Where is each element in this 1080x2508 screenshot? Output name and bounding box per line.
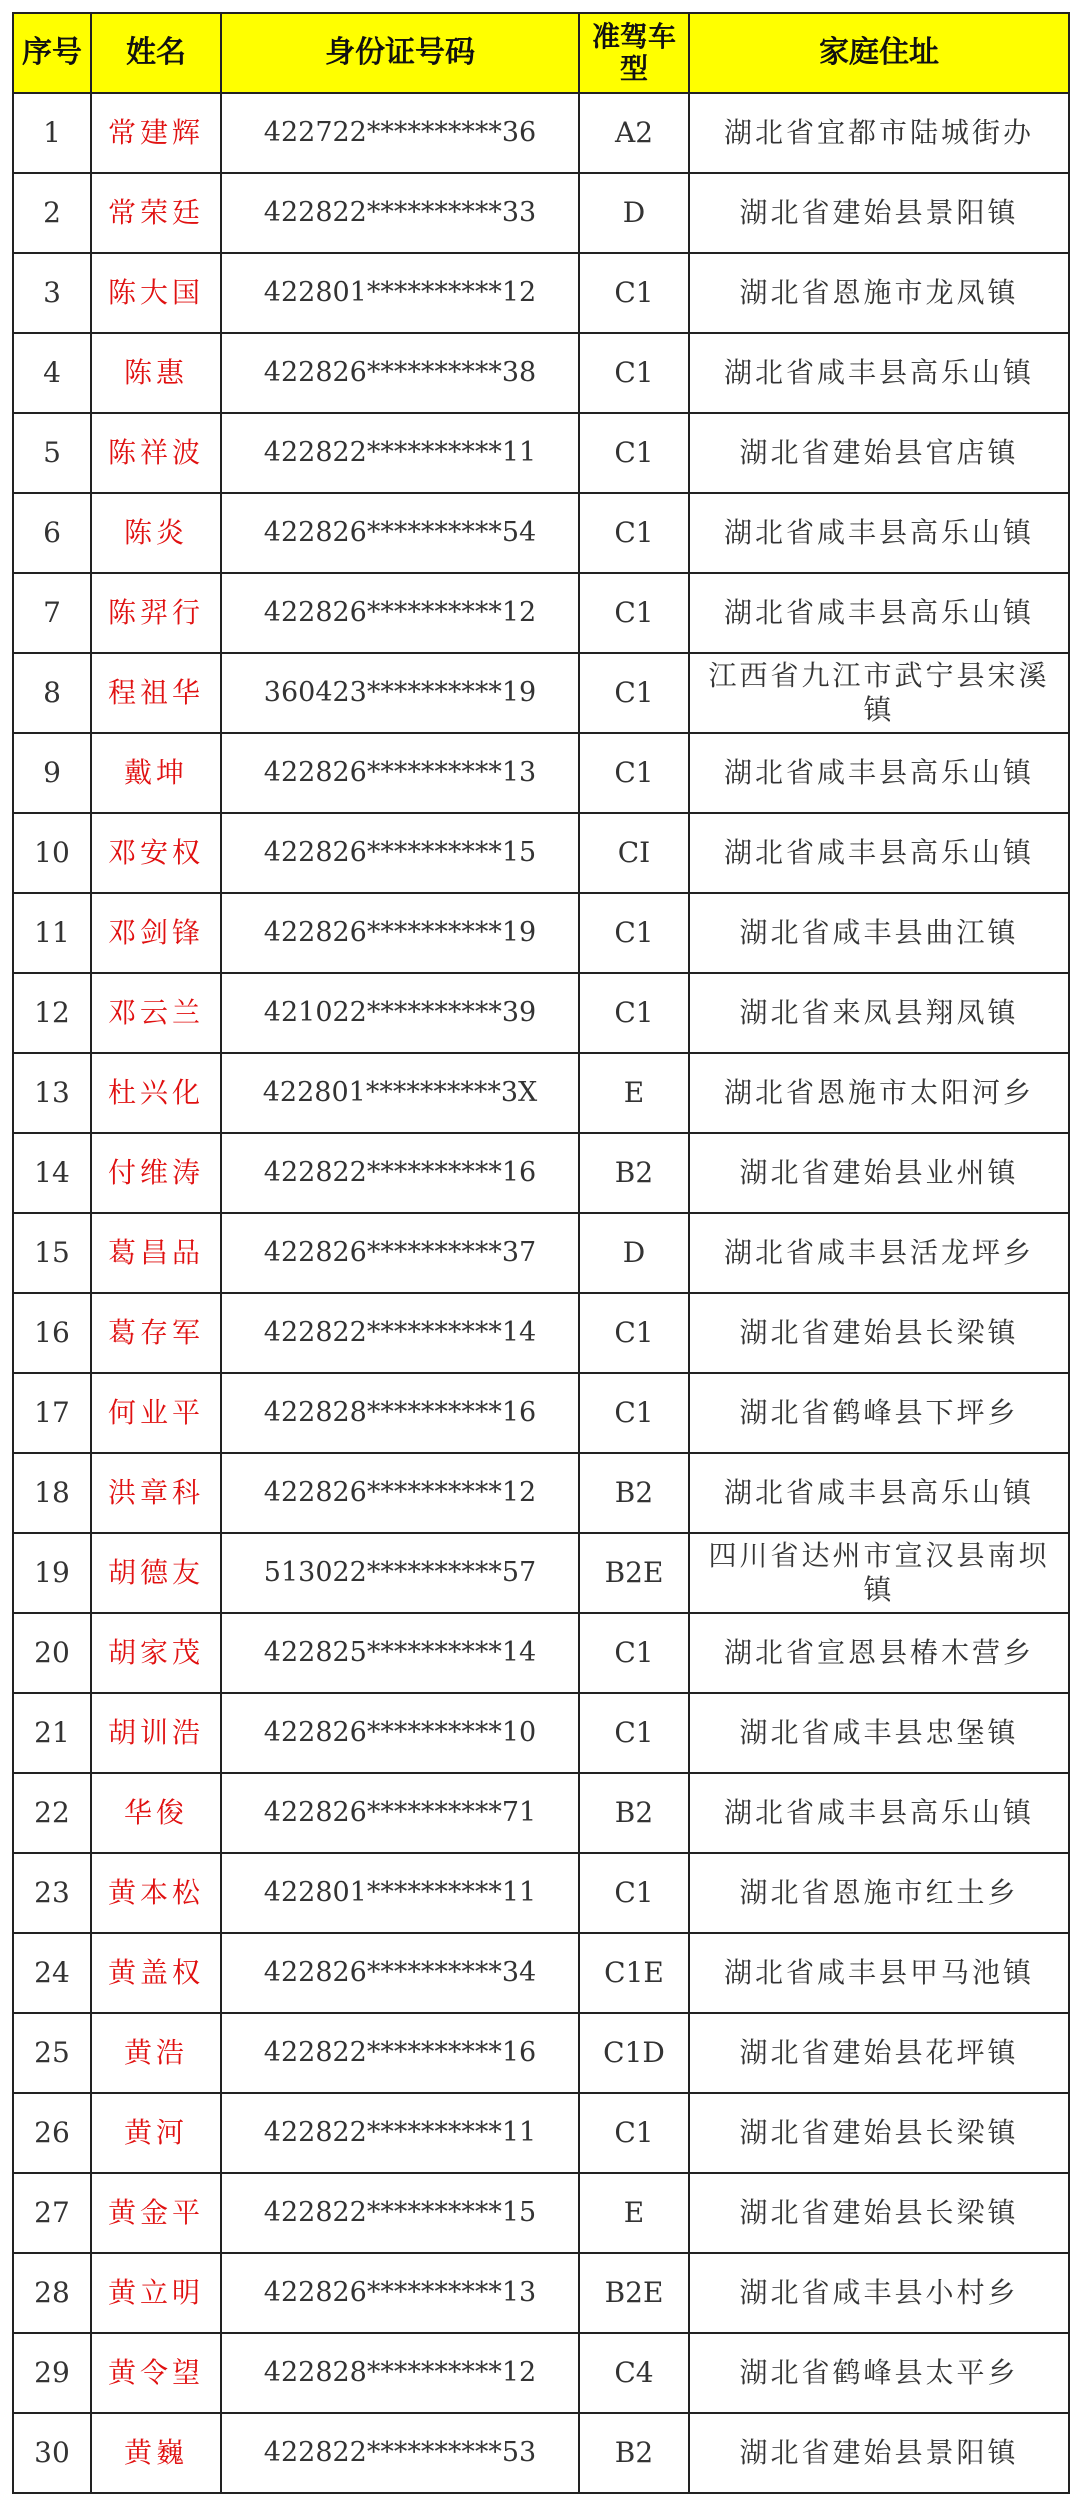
id-number-cell: 422822**********33 bbox=[221, 173, 579, 253]
id-number-cell: 422822**********11 bbox=[221, 413, 579, 493]
table-row bbox=[13, 333, 1069, 413]
license-type-cell: C1 bbox=[579, 653, 689, 733]
name-cell: 黄巍 bbox=[91, 2413, 221, 2493]
id-number-cell: 422826**********37 bbox=[221, 1213, 579, 1293]
home-address-cell: 湖北省恩施市龙凤镇 bbox=[689, 253, 1069, 333]
table-row bbox=[13, 2413, 1069, 2493]
home-address-cell: 湖北省咸丰县高乐山镇 bbox=[689, 1773, 1069, 1853]
table-row bbox=[13, 2013, 1069, 2093]
home-address-cell: 四川省达州市宣汉县南坝镇 bbox=[689, 1533, 1069, 1613]
id-number-cell: 422825**********14 bbox=[221, 1613, 579, 1693]
table-row bbox=[13, 653, 1069, 733]
name-cell: 陈羿行 bbox=[91, 573, 221, 653]
license-type-cell: C1 bbox=[579, 1693, 689, 1773]
name-cell: 葛存军 bbox=[91, 1293, 221, 1373]
table-row bbox=[13, 1053, 1069, 1133]
id-number-cell: 422822**********14 bbox=[221, 1293, 579, 1373]
serial-number-cell: 12 bbox=[13, 973, 91, 1053]
header-serial-number: 序号 bbox=[13, 13, 91, 93]
id-number-cell: 422828**********12 bbox=[221, 2333, 579, 2413]
serial-number-cell: 6 bbox=[13, 493, 91, 573]
id-number-cell: 421022**********39 bbox=[221, 973, 579, 1053]
table-row bbox=[13, 2253, 1069, 2333]
serial-number-cell: 10 bbox=[13, 813, 91, 893]
home-address-cell: 湖北省建始县长梁镇 bbox=[689, 2093, 1069, 2173]
table-row bbox=[13, 1293, 1069, 1373]
serial-number-cell: 30 bbox=[13, 2413, 91, 2493]
serial-number-cell: 20 bbox=[13, 1613, 91, 1693]
serial-number-cell: 29 bbox=[13, 2333, 91, 2413]
id-number-cell: 422801**********11 bbox=[221, 1853, 579, 1933]
id-number-cell: 422826**********10 bbox=[221, 1693, 579, 1773]
home-address-cell: 湖北省建始县长梁镇 bbox=[689, 2173, 1069, 2253]
serial-number-cell: 22 bbox=[13, 1773, 91, 1853]
id-number-cell: 422826**********54 bbox=[221, 493, 579, 573]
id-number-cell: 422826**********13 bbox=[221, 733, 579, 813]
name-cell: 邓云兰 bbox=[91, 973, 221, 1053]
table-row bbox=[13, 2173, 1069, 2253]
header-home-address: 家庭住址 bbox=[689, 13, 1069, 93]
table-row bbox=[13, 2093, 1069, 2173]
home-address-cell: 湖北省鹤峰县太平乡 bbox=[689, 2333, 1069, 2413]
name-cell: 胡训浩 bbox=[91, 1693, 221, 1773]
id-number-cell: 422822**********53 bbox=[221, 2413, 579, 2493]
serial-number-cell: 3 bbox=[13, 253, 91, 333]
table-row bbox=[13, 1373, 1069, 1453]
roster-sheet bbox=[12, 12, 1068, 2494]
name-cell: 黄令望 bbox=[91, 2333, 221, 2413]
license-type-cell: B2 bbox=[579, 1453, 689, 1533]
home-address-cell: 湖北省咸丰县小村乡 bbox=[689, 2253, 1069, 2333]
table-row bbox=[13, 1853, 1069, 1933]
license-type-cell: C1 bbox=[579, 333, 689, 413]
id-number-cell: 422826**********13 bbox=[221, 2253, 579, 2333]
license-type-cell: C4 bbox=[579, 2333, 689, 2413]
name-cell: 戴坤 bbox=[91, 733, 221, 813]
id-number-cell: 422801**********12 bbox=[221, 253, 579, 333]
name-cell: 陈惠 bbox=[91, 333, 221, 413]
header-id-number: 身份证号码 bbox=[221, 13, 579, 93]
license-type-cell: D bbox=[579, 173, 689, 253]
id-number-cell: 422822**********15 bbox=[221, 2173, 579, 2253]
table-row bbox=[13, 1613, 1069, 1693]
id-number-cell: 422822**********11 bbox=[221, 2093, 579, 2173]
license-type-cell: C1D bbox=[579, 2013, 689, 2093]
license-type-cell: B2E bbox=[579, 1533, 689, 1613]
home-address-cell: 湖北省鹤峰县下坪乡 bbox=[689, 1373, 1069, 1453]
license-type-cell: E bbox=[579, 2173, 689, 2253]
serial-number-cell: 9 bbox=[13, 733, 91, 813]
license-type-cell: C1 bbox=[579, 1293, 689, 1373]
name-cell: 胡德友 bbox=[91, 1533, 221, 1613]
table-row bbox=[13, 413, 1069, 493]
id-number-cell: 422822**********16 bbox=[221, 2013, 579, 2093]
id-number-cell: 422826**********12 bbox=[221, 573, 579, 653]
header-row bbox=[13, 13, 1069, 93]
id-number-cell: 422826**********19 bbox=[221, 893, 579, 973]
license-type-cell: B2 bbox=[579, 1133, 689, 1213]
id-number-cell: 422826**********38 bbox=[221, 333, 579, 413]
name-cell: 陈祥波 bbox=[91, 413, 221, 493]
serial-number-cell: 2 bbox=[13, 173, 91, 253]
table-row bbox=[13, 1933, 1069, 2013]
home-address-cell: 湖北省来凤县翔凤镇 bbox=[689, 973, 1069, 1053]
home-address-cell: 湖北省宜都市陆城街办 bbox=[689, 93, 1069, 173]
serial-number-cell: 5 bbox=[13, 413, 91, 493]
id-number-cell: 513022**********57 bbox=[221, 1533, 579, 1613]
serial-number-cell: 15 bbox=[13, 1213, 91, 1293]
name-cell: 杜兴化 bbox=[91, 1053, 221, 1133]
home-address-cell: 湖北省建始县景阳镇 bbox=[689, 2413, 1069, 2493]
license-type-cell: D bbox=[579, 1213, 689, 1293]
table-row bbox=[13, 493, 1069, 573]
license-type-cell: C1 bbox=[579, 1613, 689, 1693]
serial-number-cell: 25 bbox=[13, 2013, 91, 2093]
id-number-cell: 360423**********19 bbox=[221, 653, 579, 733]
name-cell: 邓剑锋 bbox=[91, 893, 221, 973]
name-cell: 常荣廷 bbox=[91, 173, 221, 253]
table-row bbox=[13, 253, 1069, 333]
serial-number-cell: 11 bbox=[13, 893, 91, 973]
serial-number-cell: 26 bbox=[13, 2093, 91, 2173]
table-row bbox=[13, 1773, 1069, 1853]
table-row bbox=[13, 173, 1069, 253]
table-row bbox=[13, 1133, 1069, 1213]
home-address-cell: 湖北省咸丰县曲江镇 bbox=[689, 893, 1069, 973]
home-address-cell: 湖北省建始县花坪镇 bbox=[689, 2013, 1069, 2093]
table-row bbox=[13, 733, 1069, 813]
name-cell: 黄立明 bbox=[91, 2253, 221, 2333]
id-number-cell: 422826**********12 bbox=[221, 1453, 579, 1533]
table-row bbox=[13, 2333, 1069, 2413]
table-header bbox=[13, 13, 1069, 93]
id-number-cell: 422822**********16 bbox=[221, 1133, 579, 1213]
serial-number-cell: 24 bbox=[13, 1933, 91, 2013]
serial-number-cell: 21 bbox=[13, 1693, 91, 1773]
name-cell: 华俊 bbox=[91, 1773, 221, 1853]
name-cell: 程祖华 bbox=[91, 653, 221, 733]
home-address-cell: 湖北省建始县长梁镇 bbox=[689, 1293, 1069, 1373]
table-row bbox=[13, 893, 1069, 973]
name-cell: 何业平 bbox=[91, 1373, 221, 1453]
header-license-type: 准驾车型 bbox=[579, 13, 689, 93]
name-cell: 付维涛 bbox=[91, 1133, 221, 1213]
table-row bbox=[13, 1213, 1069, 1293]
serial-number-cell: 1 bbox=[13, 93, 91, 173]
table-row bbox=[13, 813, 1069, 893]
home-address-cell: 湖北省恩施市太阳河乡 bbox=[689, 1053, 1069, 1133]
license-type-cell: B2E bbox=[579, 2253, 689, 2333]
table-row bbox=[13, 93, 1069, 173]
id-number-cell: 422828**********16 bbox=[221, 1373, 579, 1453]
driver-roster-table bbox=[12, 12, 1070, 2494]
home-address-cell: 湖北省咸丰县活龙坪乡 bbox=[689, 1213, 1069, 1293]
home-address-cell: 湖北省咸丰县高乐山镇 bbox=[689, 733, 1069, 813]
home-address-cell: 湖北省咸丰县高乐山镇 bbox=[689, 573, 1069, 653]
name-cell: 胡家茂 bbox=[91, 1613, 221, 1693]
name-cell: 黄河 bbox=[91, 2093, 221, 2173]
name-cell: 黄盖权 bbox=[91, 1933, 221, 2013]
home-address-cell: 湖北省建始县景阳镇 bbox=[689, 173, 1069, 253]
id-number-cell: 422826**********71 bbox=[221, 1773, 579, 1853]
serial-number-cell: 16 bbox=[13, 1293, 91, 1373]
header-name: 姓名 bbox=[91, 13, 221, 93]
home-address-cell: 湖北省建始县业州镇 bbox=[689, 1133, 1069, 1213]
table-body bbox=[13, 93, 1069, 2493]
license-type-cell: C1 bbox=[579, 1853, 689, 1933]
home-address-cell: 湖北省咸丰县忠堡镇 bbox=[689, 1693, 1069, 1773]
serial-number-cell: 18 bbox=[13, 1453, 91, 1533]
serial-number-cell: 7 bbox=[13, 573, 91, 653]
name-cell: 黄浩 bbox=[91, 2013, 221, 2093]
license-type-cell: C1 bbox=[579, 253, 689, 333]
license-type-cell: C1 bbox=[579, 733, 689, 813]
home-address-cell: 江西省九江市武宁县宋溪镇 bbox=[689, 653, 1069, 733]
name-cell: 常建辉 bbox=[91, 93, 221, 173]
home-address-cell: 湖北省宣恩县椿木营乡 bbox=[689, 1613, 1069, 1693]
name-cell: 葛昌品 bbox=[91, 1213, 221, 1293]
home-address-cell: 湖北省恩施市红土乡 bbox=[689, 1853, 1069, 1933]
home-address-cell: 湖北省咸丰县高乐山镇 bbox=[689, 1453, 1069, 1533]
name-cell: 邓安权 bbox=[91, 813, 221, 893]
license-type-cell: C1 bbox=[579, 493, 689, 573]
serial-number-cell: 4 bbox=[13, 333, 91, 413]
serial-number-cell: 23 bbox=[13, 1853, 91, 1933]
license-type-cell: E bbox=[579, 1053, 689, 1133]
home-address-cell: 湖北省咸丰县高乐山镇 bbox=[689, 493, 1069, 573]
serial-number-cell: 13 bbox=[13, 1053, 91, 1133]
license-type-cell: B2 bbox=[579, 2413, 689, 2493]
license-type-cell: C1 bbox=[579, 573, 689, 653]
serial-number-cell: 14 bbox=[13, 1133, 91, 1213]
license-type-cell: CI bbox=[579, 813, 689, 893]
table-row bbox=[13, 973, 1069, 1053]
license-type-cell: C1 bbox=[579, 893, 689, 973]
serial-number-cell: 28 bbox=[13, 2253, 91, 2333]
table-row bbox=[13, 1453, 1069, 1533]
name-cell: 洪章科 bbox=[91, 1453, 221, 1533]
license-type-cell: A2 bbox=[579, 93, 689, 173]
license-type-cell: C1E bbox=[579, 1933, 689, 2013]
name-cell: 黄金平 bbox=[91, 2173, 221, 2253]
name-cell: 陈大国 bbox=[91, 253, 221, 333]
license-type-cell: B2 bbox=[579, 1773, 689, 1853]
license-type-cell: C1 bbox=[579, 2093, 689, 2173]
id-number-cell: 422826**********34 bbox=[221, 1933, 579, 2013]
home-address-cell: 湖北省咸丰县高乐山镇 bbox=[689, 813, 1069, 893]
home-address-cell: 湖北省建始县官店镇 bbox=[689, 413, 1069, 493]
serial-number-cell: 8 bbox=[13, 653, 91, 733]
table-row bbox=[13, 1693, 1069, 1773]
serial-number-cell: 27 bbox=[13, 2173, 91, 2253]
license-type-cell: C1 bbox=[579, 413, 689, 493]
table-row bbox=[13, 573, 1069, 653]
license-type-cell: C1 bbox=[579, 973, 689, 1053]
name-cell: 陈炎 bbox=[91, 493, 221, 573]
table-row bbox=[13, 1533, 1069, 1613]
id-number-cell: 422722**********36 bbox=[221, 93, 579, 173]
home-address-cell: 湖北省咸丰县高乐山镇 bbox=[689, 333, 1069, 413]
name-cell: 黄本松 bbox=[91, 1853, 221, 1933]
serial-number-cell: 17 bbox=[13, 1373, 91, 1453]
serial-number-cell: 19 bbox=[13, 1533, 91, 1613]
home-address-cell: 湖北省咸丰县甲马池镇 bbox=[689, 1933, 1069, 2013]
id-number-cell: 422826**********15 bbox=[221, 813, 579, 893]
license-type-cell: C1 bbox=[579, 1373, 689, 1453]
id-number-cell: 422801**********3X bbox=[221, 1053, 579, 1133]
